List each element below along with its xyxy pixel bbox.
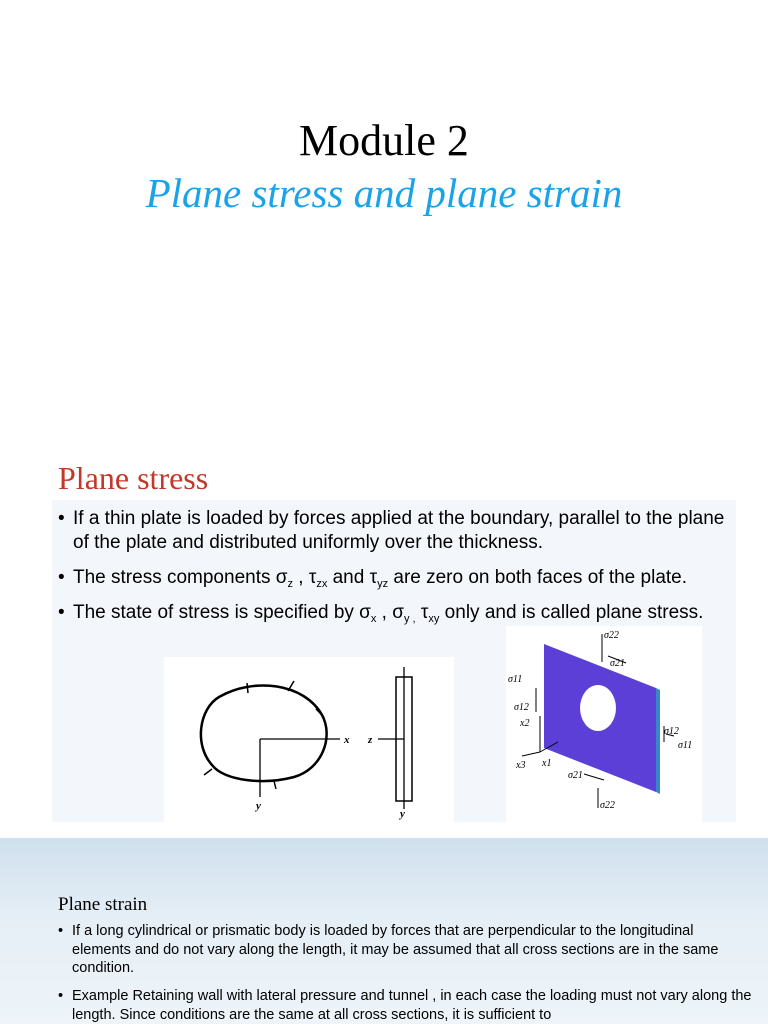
module-title: Module 2: [299, 116, 469, 165]
z-label: z: [368, 734, 373, 746]
arrow-s21-bot: [584, 774, 604, 780]
plane-strain-heading: Plane strain: [58, 894, 148, 915]
stress-plate-diagram: [506, 626, 702, 822]
hole: [580, 685, 616, 731]
label-s12-left: σ12: [514, 702, 529, 713]
load-arrow: [247, 683, 248, 693]
stress-plate-svg: [506, 626, 702, 822]
label-s21-bot: σ21: [568, 770, 583, 781]
bullet-text: If a long cylindrical or prismatic body is loaded by forces that are perpendicular to the longitudinal elements and do not vary along the length, it may be assumed that all cross sections are in the same condition.: [72, 923, 719, 976]
bullet-text: If a thin plate is loaded by forces applied at the boundary, parallel to the plane of the plate and distributed uniformly over the thickness.: [73, 508, 725, 553]
bullet-text: Example Retaining wall with lateral pressure and tunnel , in each case the loading must not vary along the length. Since conditions are the same at all cross sections, it is sufficient to: [72, 988, 752, 1023]
label-s21-top: σ21: [610, 658, 625, 669]
label-s22-bot: σ22: [600, 800, 615, 811]
title-slide: [0, 0, 768, 440]
plane-stress-heading: Plane stress: [58, 460, 209, 496]
label-x1: x1: [542, 758, 552, 769]
load-arrow: [274, 781, 276, 789]
label-s12-right: σ12: [664, 726, 679, 737]
label-s11-right: σ11: [678, 740, 693, 751]
label-x2: x2: [520, 718, 530, 729]
plate-side: [656, 688, 660, 794]
y-label-edge: y: [400, 808, 405, 820]
label-s11-left: σ11: [508, 674, 523, 685]
plate-outline: [201, 685, 327, 781]
module-subtitle: Plane stress and plane strain: [145, 170, 623, 216]
x-label: x: [344, 734, 350, 746]
label-x3: x3: [516, 760, 526, 771]
bullet-text: The state of stress is specified by $\sigma_x$ , $\sigma_{y ,}$ $\tau_{xy}$ only and is called plane stress.: [73, 602, 704, 625]
y-label: y: [256, 800, 261, 812]
bullet-text: The stress components $\sigma_z$ , $\tau_{zx}$ and $\tau_{yz}$ are zero on both faces of the plate.: [73, 567, 688, 590]
label-s22-top: σ22: [604, 630, 619, 641]
x3-axis: [522, 752, 540, 756]
plate-boundary-diagram: [164, 657, 454, 823]
load-arrow: [204, 769, 212, 775]
plate-boundary-svg: [164, 657, 454, 823]
